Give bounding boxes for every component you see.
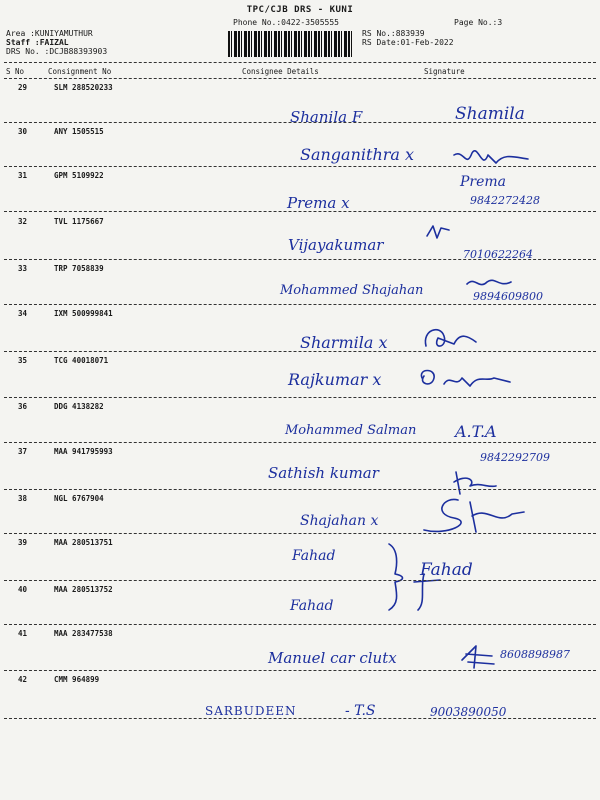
row-divider bbox=[4, 442, 596, 443]
area-line bbox=[6, 29, 93, 38]
signature-scribble bbox=[414, 366, 514, 394]
sheet-title: TPC/CJB DRS - KUNI bbox=[246, 5, 354, 15]
consignee-handwritten: Fahad bbox=[290, 598, 334, 614]
consignee-handwritten: Sathish kumar bbox=[268, 464, 379, 482]
row-number: 41 bbox=[18, 629, 28, 638]
row-number: 37 bbox=[18, 447, 28, 456]
consignment-number: NGL 6767904 bbox=[54, 494, 104, 503]
row-number: 29 bbox=[18, 83, 28, 92]
consignment-number: TCG 40018071 bbox=[54, 356, 109, 365]
page-number: Page No.:3 bbox=[454, 18, 503, 27]
consignment-number: CMM 964899 bbox=[54, 675, 100, 684]
consignee-handwritten: Fahad bbox=[292, 548, 336, 564]
consignee-handwritten: Sanganithra x bbox=[300, 145, 415, 164]
consignee-handwritten: Manuel car clutx bbox=[268, 649, 397, 667]
rs-date: RS Date:01-Feb-2022 bbox=[362, 38, 454, 47]
consignment-number: TRP 7058839 bbox=[54, 264, 104, 273]
col-consignee: Consignee Details bbox=[242, 67, 319, 76]
row-number: 31 bbox=[18, 171, 28, 180]
col-sno: S No bbox=[6, 67, 25, 76]
consignment-number: SLM 288520233 bbox=[54, 83, 113, 92]
phone-handwritten: 7010622264 bbox=[463, 248, 533, 261]
brace-mark bbox=[385, 542, 410, 612]
header-divider bbox=[4, 78, 596, 79]
phone-number: Phone No.:0422-3505555 bbox=[233, 18, 339, 27]
header-divider bbox=[4, 62, 596, 63]
row-divider bbox=[4, 304, 596, 305]
consignee-handwritten: Prema x bbox=[287, 194, 350, 212]
signature-scribble bbox=[425, 222, 455, 242]
col-signature: Signature bbox=[424, 67, 465, 76]
row-divider bbox=[4, 489, 596, 490]
signature: - T.S bbox=[345, 703, 376, 719]
signature-scribble bbox=[418, 492, 528, 538]
consignment-number: MAA 280513752 bbox=[54, 585, 113, 594]
signature: Fahad bbox=[420, 560, 473, 580]
consignee-handwritten: SARBUDEEN bbox=[205, 704, 297, 718]
row-number: 36 bbox=[18, 402, 28, 411]
staff-label: Staff : bbox=[6, 38, 40, 47]
row-divider bbox=[4, 580, 596, 581]
row-number: 35 bbox=[18, 356, 28, 365]
signature-scribble bbox=[410, 572, 450, 612]
row-divider bbox=[4, 533, 596, 534]
row-number: 32 bbox=[18, 217, 28, 226]
consignee-handwritten: Sharmila x bbox=[300, 333, 388, 352]
barcode bbox=[228, 31, 352, 57]
rs-number: RS No.:883939 bbox=[362, 29, 425, 38]
phone-handwritten: 9842292709 bbox=[480, 451, 550, 464]
staff-line bbox=[6, 38, 69, 47]
phone-handwritten: 9842272428 bbox=[470, 194, 540, 207]
row-divider bbox=[4, 624, 596, 625]
signature-scribble bbox=[420, 322, 480, 354]
row-divider bbox=[4, 718, 596, 719]
consignment-number: MAA 941795993 bbox=[54, 447, 113, 456]
signature: Prema bbox=[460, 174, 507, 190]
signature: A.T.A bbox=[455, 422, 497, 441]
row-divider bbox=[4, 122, 596, 123]
row-number: 42 bbox=[18, 675, 28, 684]
area-value: KUNIYAMUTHUR bbox=[34, 29, 93, 38]
consignment-number: GPM 5109922 bbox=[54, 171, 104, 180]
signature-scribble bbox=[458, 644, 498, 670]
consignee-handwritten: Shanila F bbox=[290, 108, 363, 126]
phone-handwritten: 8608898987 bbox=[500, 648, 570, 661]
consignment-number: MAA 280513751 bbox=[54, 538, 113, 547]
row-divider bbox=[4, 670, 596, 671]
consignee-handwritten: Shajahan x bbox=[300, 513, 379, 529]
signature: Shamila bbox=[455, 104, 525, 124]
signature-scribble bbox=[452, 145, 532, 175]
row-divider bbox=[4, 211, 596, 212]
consignment-number: IXM 500999841 bbox=[54, 309, 113, 318]
staff-value: FAIZAL bbox=[39, 38, 69, 47]
row-divider bbox=[4, 166, 596, 167]
phone-handwritten: 9894609800 bbox=[473, 290, 543, 303]
row-divider bbox=[4, 259, 596, 260]
consignee-handwritten: Vijayakumar bbox=[288, 236, 384, 254]
row-number: 39 bbox=[18, 538, 28, 547]
row-divider bbox=[4, 397, 596, 398]
row-number: 38 bbox=[18, 494, 28, 503]
consignee-handwritten: Rajkumar x bbox=[288, 370, 382, 389]
consignment-number: TVL 1175667 bbox=[54, 217, 104, 226]
consignment-number: MAA 283477538 bbox=[54, 629, 113, 638]
phone-handwritten: 9003890050 bbox=[430, 705, 507, 719]
consignee-handwritten: Mohammed Shajahan bbox=[280, 283, 424, 298]
row-number: 33 bbox=[18, 264, 28, 273]
row-number: 34 bbox=[18, 309, 28, 318]
row-number: 30 bbox=[18, 127, 28, 136]
col-consignment: Consignment No bbox=[48, 67, 112, 76]
area-label: Area : bbox=[6, 29, 35, 38]
row-number: 40 bbox=[18, 585, 28, 594]
consignee-handwritten: Mohammed Salman bbox=[285, 423, 417, 438]
consignment-number: DDG 4138282 bbox=[54, 402, 104, 411]
consignment-number: ANY 1505515 bbox=[54, 127, 104, 136]
row-divider bbox=[4, 351, 596, 352]
drs-number: DRS No. :DCJB88393903 bbox=[6, 47, 108, 56]
